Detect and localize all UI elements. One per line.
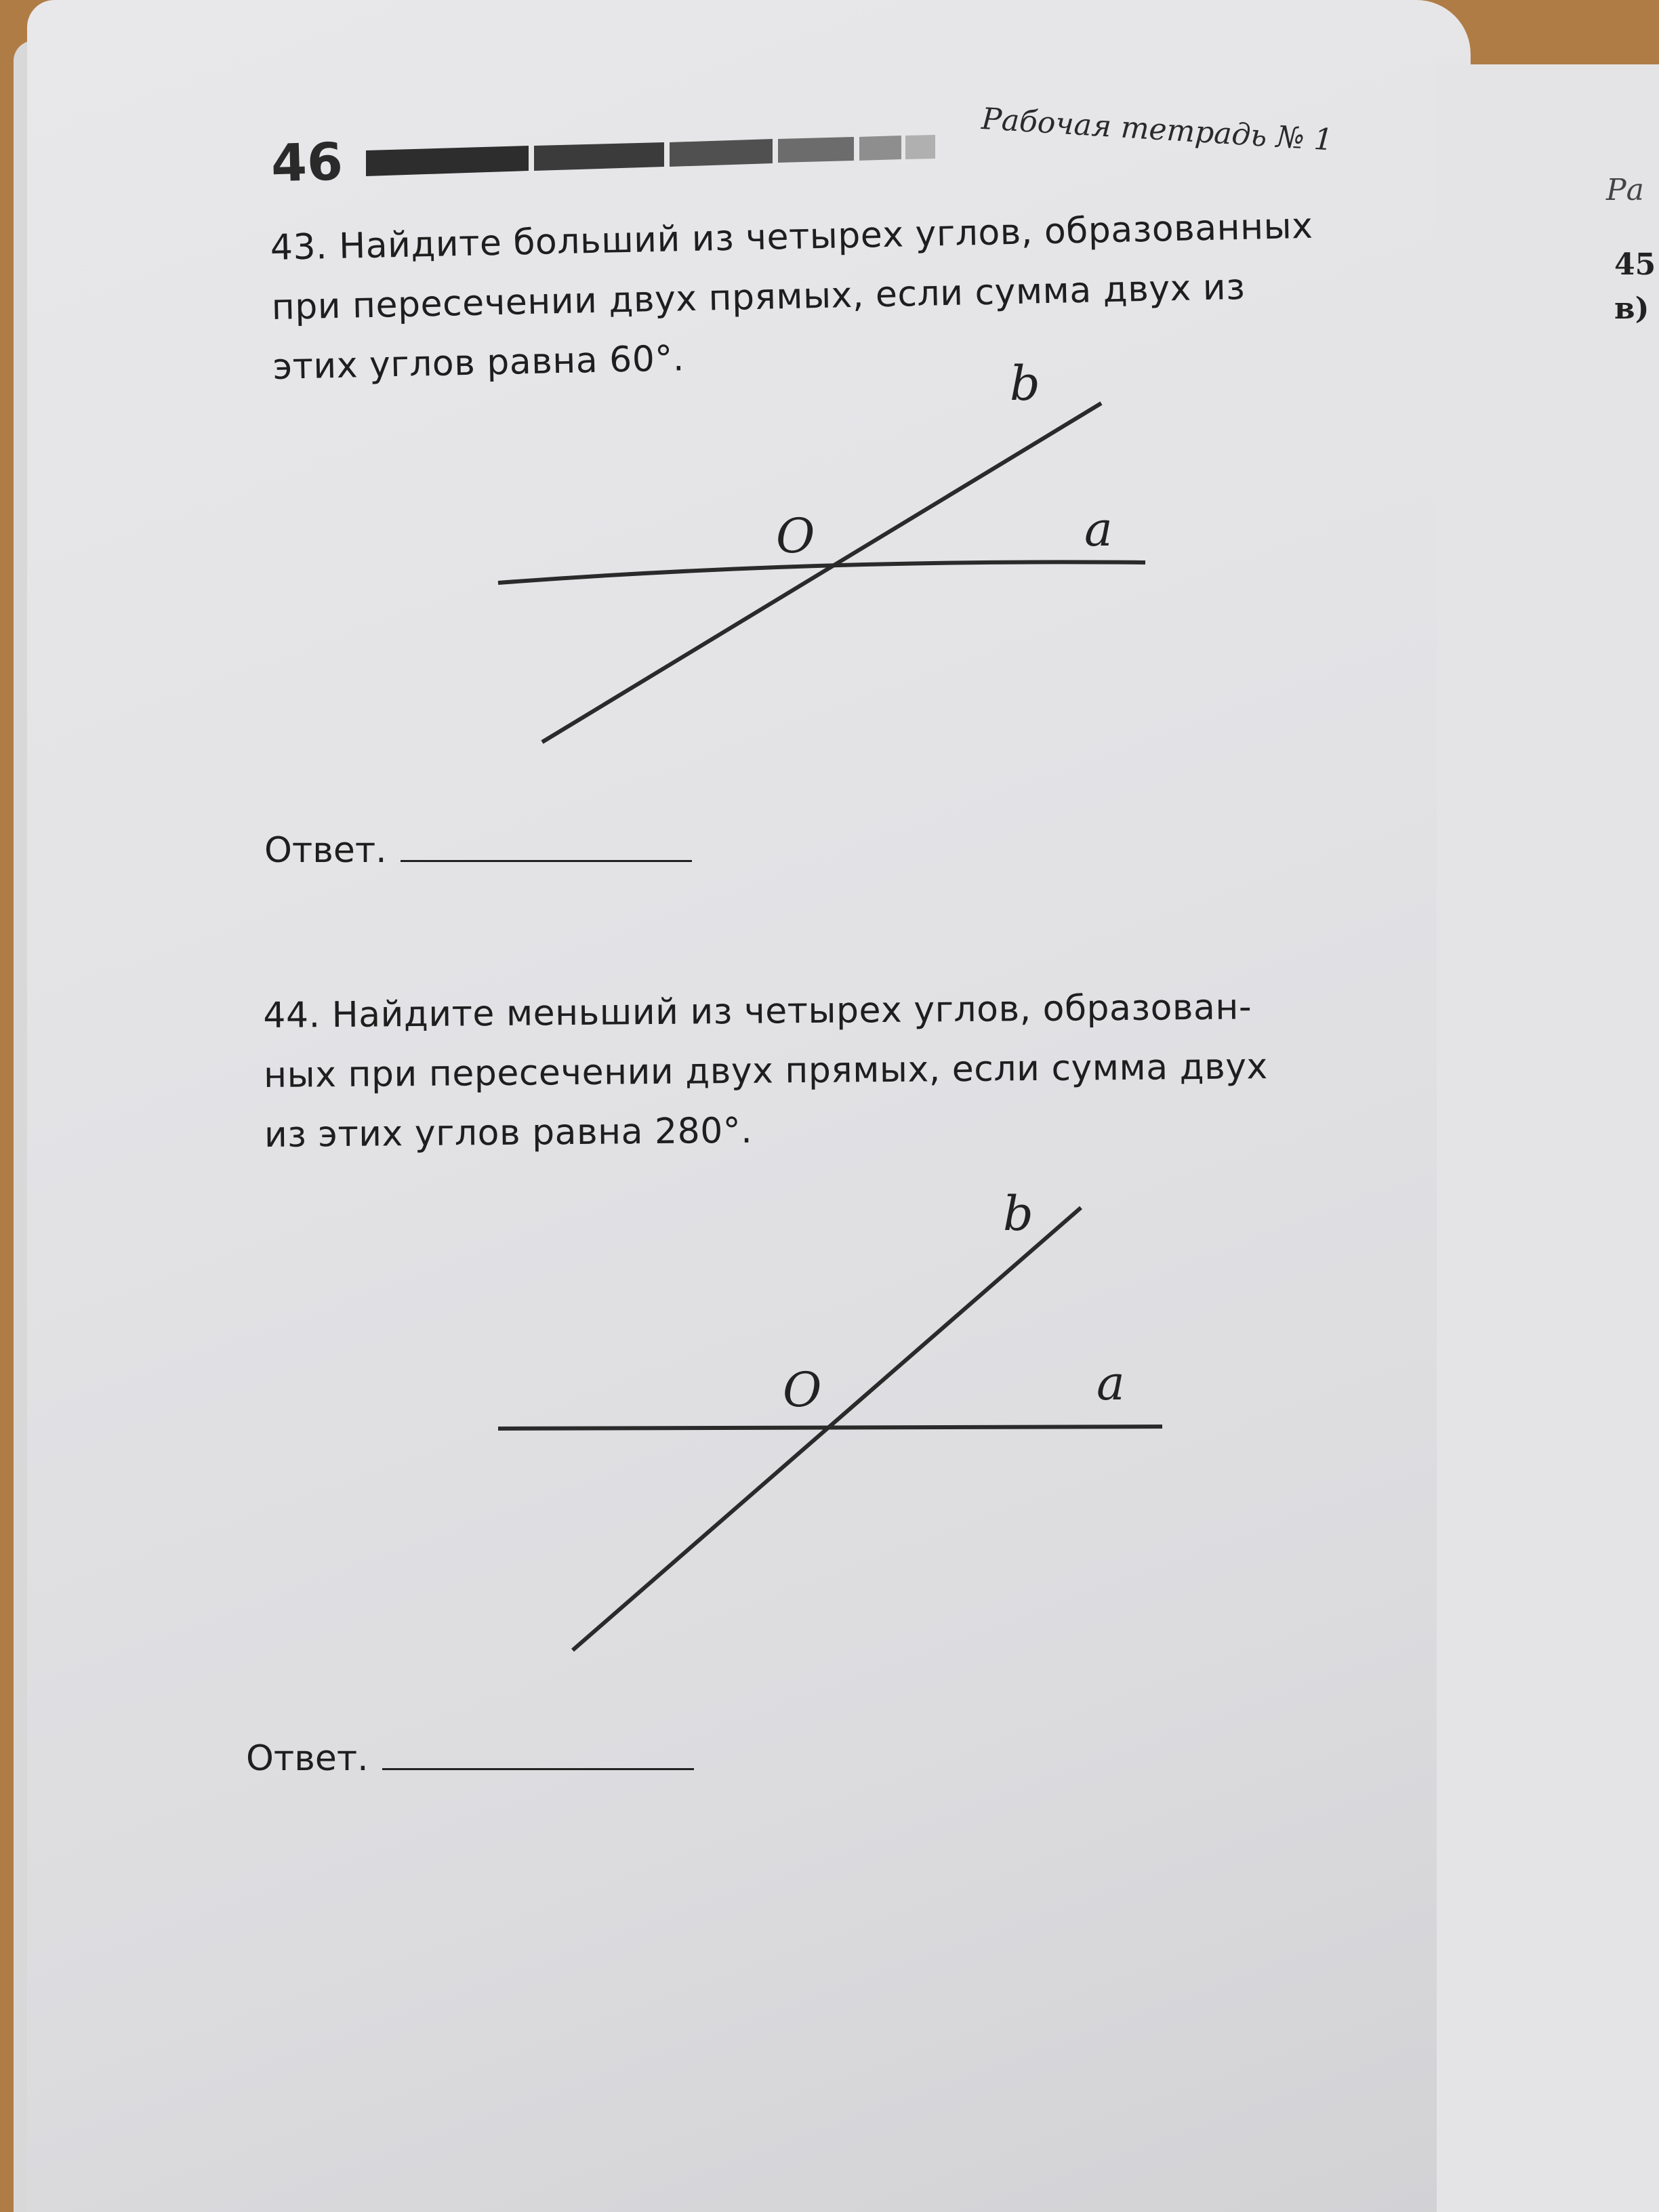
problem-43-figure [474, 352, 1186, 759]
problem-44-figure [474, 1179, 1186, 1667]
label-o-44: O [783, 1362, 822, 1418]
problem-43-answer [264, 830, 692, 871]
label-b-44: b [1003, 1186, 1033, 1242]
label-b-43: b [1010, 356, 1040, 411]
problem-44-line-3: из этих углов равна 280°. [264, 1110, 753, 1155]
page-number: 46 [270, 131, 344, 194]
answer-label-43: Ответ. [264, 830, 387, 871]
label-o-43: O [776, 508, 815, 564]
problem-43-line-2: при пересечении двух прямых, если сумма двух из [271, 266, 1246, 328]
next-page-item-fragment: в) [1614, 291, 1650, 326]
next-page-number-fragment: 45 [1614, 247, 1656, 282]
header-decoration-bars [366, 108, 942, 190]
next-page [1437, 64, 1659, 2212]
problem-44-line-1: 44. Найдите меньший из четырех углов, образован- [263, 987, 1252, 1036]
label-a-44: a [1097, 1355, 1125, 1411]
next-page-header-fragment: Ра [1606, 173, 1644, 207]
problem-44-answer [246, 1738, 694, 1779]
problem-43-line-3: этих углов равна 60°. [272, 338, 685, 388]
problem-43-line-1: 43. Найдите больший из четырех углов, образованных [270, 205, 1313, 268]
problem-44-text [263, 977, 1269, 1165]
workbook-title: Рабочая тетрадь № 1 [980, 102, 1334, 158]
label-a-43: a [1084, 501, 1113, 557]
answer-label-44: Ответ. [246, 1738, 369, 1779]
answer-line-43[interactable] [401, 840, 692, 862]
problem-44-line-2: ных при пересечении двух прямых, если сумма двух [263, 1046, 1269, 1096]
answer-line-44[interactable] [382, 1741, 694, 1770]
